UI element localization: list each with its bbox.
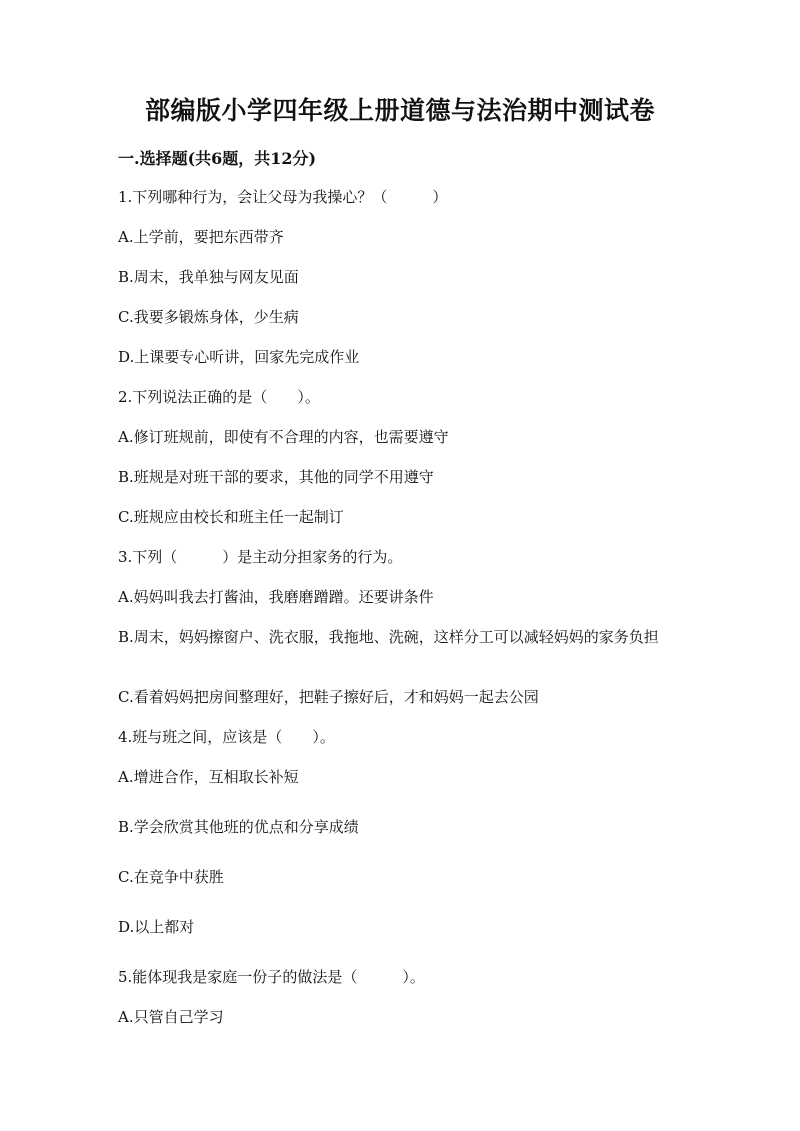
question-4-option-a: A.增进合作，互相取长补短 xyxy=(118,768,299,786)
question-2-option-c: C.班规应由校长和班主任一起制订 xyxy=(118,508,344,526)
question-3-option-c: C.看着妈妈把房间整理好，把鞋子擦好后，才和妈妈一起去公园 xyxy=(118,688,539,706)
question-3-stem: 3.下列（ ）是主动分担家务的行为。 xyxy=(118,548,403,566)
question-5-option-a: A.只管自己学习 xyxy=(118,1008,224,1026)
question-3-option-a: A.妈妈叫我去打酱油，我磨磨蹭蹭。还要讲条件 xyxy=(118,588,434,606)
question-1-option-a: A.上学前，要把东西带齐 xyxy=(118,228,284,246)
question-3-option-b: B.周末，妈妈擦窗户、洗衣服，我拖地、洗碗，这样分工可以减轻妈妈的家务负担 xyxy=(118,628,659,646)
question-1-option-c: C.我要多锻炼身体，少生病 xyxy=(118,308,299,326)
question-2-option-a: A.修订班规前，即使有不合理的内容，也需要遵守 xyxy=(118,428,449,446)
exam-title: 部编版小学四年级上册道德与法治期中测试卷 xyxy=(144,96,655,125)
section-heading: 一.选择题(共6题，共12分) xyxy=(118,149,317,168)
question-4-stem: 4.班与班之间，应该是（ ）。 xyxy=(118,728,335,746)
question-4-option-b: B.学会欣赏其他班的优点和分享成绩 xyxy=(118,818,359,836)
question-1-option-b: B.周末，我单独与网友见面 xyxy=(118,268,299,286)
question-2-option-b: B.班规是对班干部的要求，其他的同学不用遵守 xyxy=(118,468,434,486)
question-5-stem: 5.能体现我是家庭一份子的做法是（ ）。 xyxy=(118,968,425,986)
question-1-option-d: D.上课要专心听讲，回家先完成作业 xyxy=(118,348,360,366)
question-4-option-c: C.在竞争中获胜 xyxy=(118,868,224,886)
question-1-stem: 1.下列哪种行为，会让父母为我操心？（ ） xyxy=(118,188,448,206)
question-2-stem: 2.下列说法正确的是（ ）。 xyxy=(118,388,320,406)
question-4-option-d: D.以上都对 xyxy=(118,918,195,936)
